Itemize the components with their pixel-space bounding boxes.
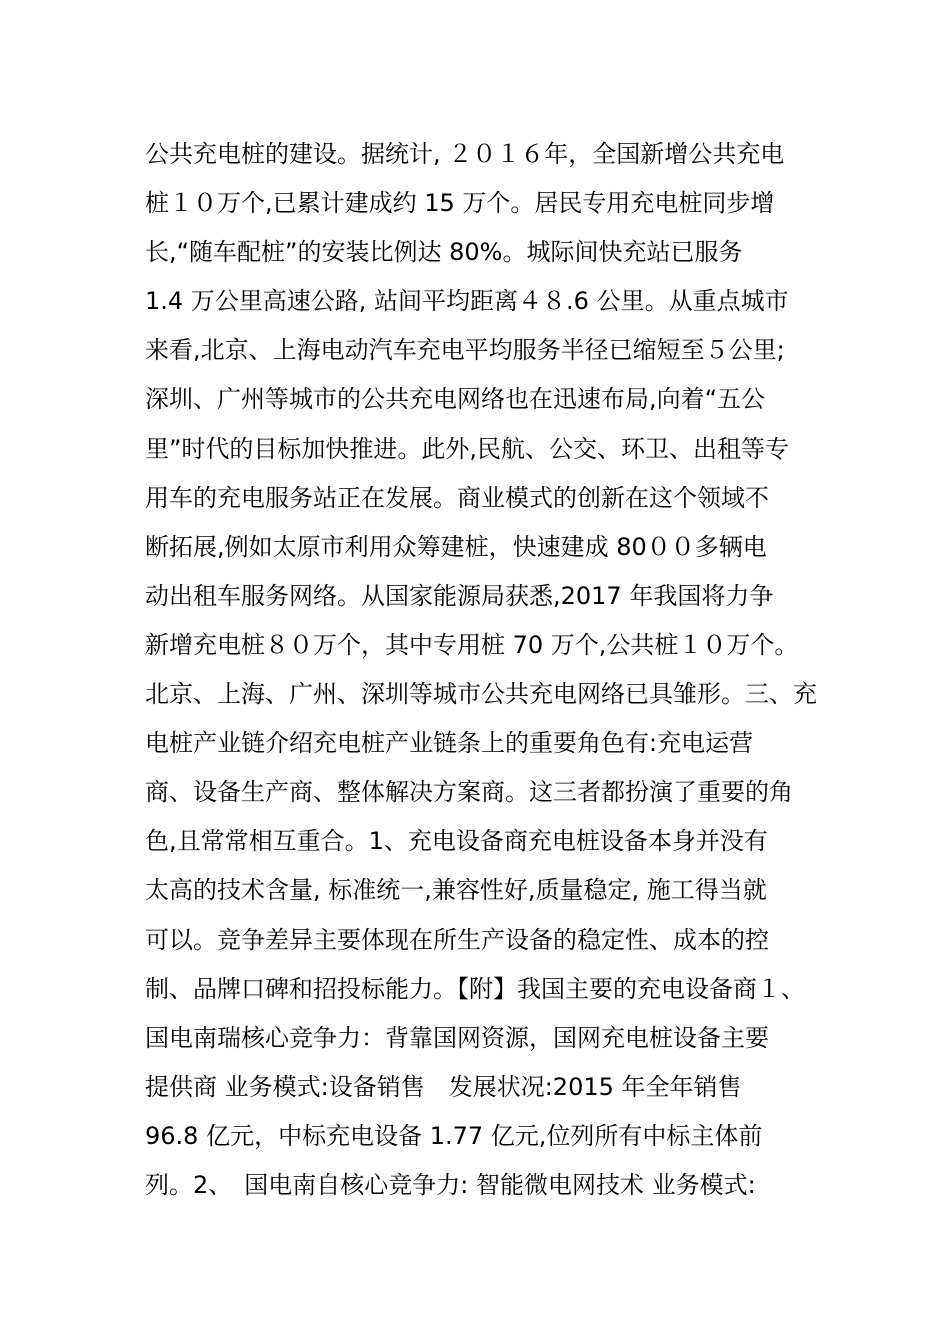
text-line: 公共充电桩的建设。据统计, ２０１６年，全国新增公共充电 (145, 140, 785, 168)
text-line: 里”时代的目标加快推进。此外,民航、公交、环卫、出租等专 (145, 434, 790, 463)
text-line: 深圳、广州等城市的公共充电网络也在迅速布局,向着“五公 (145, 385, 766, 414)
text-line: 断拓展,例如太原市利用众筹建桩，快速建成 80００多辆电 (145, 532, 767, 561)
text-line: 商、设备生产商、整体解决方案商。这三者都扮演了重要的角 (145, 778, 793, 807)
text-line: 桩１０万个,已累计建成约 15 万个。居民专用充电桩同步增 (145, 189, 775, 218)
text-line: 色,且常常相互重合。1、充电设备商充电桩设备本身并没有 (145, 827, 768, 856)
text-line: 来看,北京、上海电动汽车充电平均服务半径已缩短至５公里; (145, 336, 785, 365)
text-line: 新增充电桩８０万个，其中专用桩 70 万个,公共桩１０万个。 (145, 630, 799, 659)
text-line: 1.4 万公里高速公路, 站间平均距离４８.6 公里。从重点城市 (145, 287, 789, 316)
text-line: 长,“随车配桩”的安装比例达 80%。城际间快充站已服务 (145, 238, 743, 267)
text-line: 提供商 业务模式:设备销售 发展状况:2015 年全年销售 (145, 1072, 742, 1101)
text-line: 可以。竞争差异主要体现在所生产设备的稳定性、成本的控 (145, 925, 769, 954)
text-line: 列。2、 国电南自核心竞争力: 智能微电网技术 业务模式: (145, 1170, 756, 1199)
text-line: 动出租车服务网络。从国家能源局获悉,2017 年我国将力争 (145, 581, 774, 610)
text-line: 北京、上海、广州、深圳等城市公共充电网络已具雏形。三、充 (145, 680, 817, 709)
text-line: 太高的技术含量, 标准统一,兼容性好,质量稳定, 施工得当就 (145, 876, 767, 905)
text-line: 国电南瑞核心竞争力：背靠国网资源，国网充电桩设备主要 (145, 1023, 769, 1052)
text-line: 96.8 亿元，中标充电设备 1.77 亿元,位列所有中标主体前 (145, 1121, 763, 1150)
text-line: 制、品牌口碑和招投标能力。【附】我国主要的充电设备商１、 (145, 974, 805, 1003)
text-line: 电桩产业链介绍充电桩产业链条上的重要角色有:充电运营 (145, 729, 754, 758)
text-line: 用车的充电服务站正在发展。商业模式的创新在这个领域不 (145, 483, 769, 512)
body-text (145, 130, 835, 1210)
